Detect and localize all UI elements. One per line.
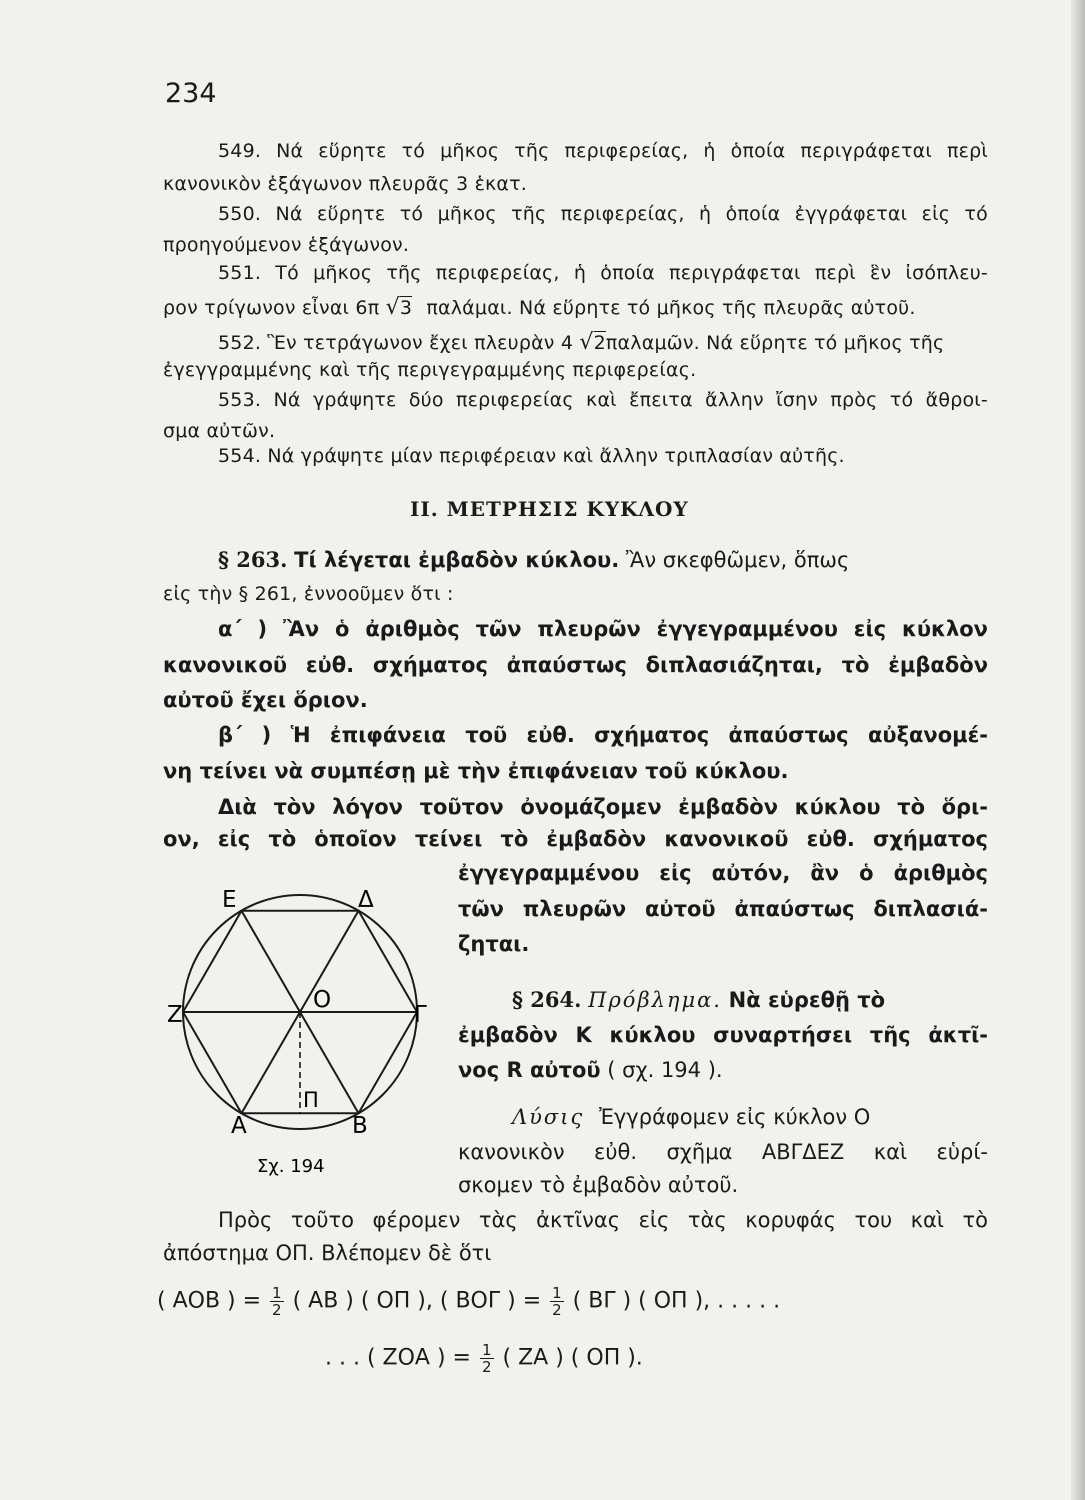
sqrt-radicand: 2 <box>593 332 606 354</box>
section-264-line3 <box>458 1058 723 1082</box>
formula1-mid: ( ΑΒ ) ( ΟΠ ), ( ΒΟΓ ) = <box>292 1288 542 1314</box>
section-heading: ΙΙ. ΜΕΤΡΗΣΙΣ ΚΥΚΛΟΥ <box>410 497 689 521</box>
label-E: Ε <box>222 887 237 913</box>
exercise-551-line1: 551. Τό μῆκος τῆς περιφερείας, ἡ ὁποία περιγράφεται περὶ ἓν ἰσόπλευ- <box>218 262 988 284</box>
solution-text1: Ἐγγράφομεν εἰς κύκλον Ο <box>598 1105 871 1129</box>
label-Z: Ζ <box>167 1002 183 1028</box>
fraction-one-half: $\frac{1}{2}$ <box>481 1341 492 1376</box>
solution-line5: ἀπόστημα ΟΠ. Βλέπομεν δὲ ὅτι <box>163 1241 492 1265</box>
formula-line1 <box>157 1285 780 1318</box>
label-D: Δ <box>358 887 374 913</box>
definition-line5: ζηται. <box>458 932 530 956</box>
section-264-label: § 264. <box>512 987 582 1012</box>
label-B: Β <box>352 1113 368 1139</box>
exercise-551-text-a: ρον τρίγωνον εἶναι 6π <box>163 297 380 319</box>
formula2-lhs: . . . ( ΖΟΑ ) = <box>325 1345 471 1371</box>
exercise-550-line1: 550. Νά εὕρητε τό μῆκος τῆς περιφερείας, ἡ ὁποία ἐγγράφεται εἰς τό <box>218 203 988 225</box>
solution-line1 <box>512 1105 870 1129</box>
formula-line2 <box>325 1342 643 1375</box>
section-263-line2: εἰς τὴν § 261, ἐννοοῦμεν ὅτι : <box>163 583 454 605</box>
section-264-line1 <box>512 987 885 1012</box>
exercise-551-text-b: παλάμαι. Νά εὕρητε τό μῆκος τῆς πλευρᾶς αὐτοῦ. <box>426 297 916 319</box>
label-O: Ο <box>313 987 332 1013</box>
exercise-552-text-a: 552. Ἓν τετράγωνον ἔχει πλευρὰν 4 <box>218 332 574 354</box>
exercise-549-line2: κανονικὸν ἑξάγωνον πλευρᾶς 3 ἑκατ. <box>163 173 528 195</box>
exercise-554: 554. Νά γράψητε μίαν περιφέρειαν καὶ ἄλλην τριπλασίαν αὐτῆς. <box>218 445 845 467</box>
solution-line2: κανονικὸν εὐθ. σχῆμα ΑΒΓΔΕΖ καὶ εὑρί- <box>458 1140 988 1164</box>
exercise-552-line1 <box>218 330 944 355</box>
definition-line4: τῶν πλευρῶν αὐτοῦ ἀπαύστως διπλασιά- <box>458 897 988 921</box>
alpha-line2: κανονικοῦ εὐθ. σχήματος ἀπαύστως διπλασιάζηται, τὸ ἐμβαδὸν <box>163 653 988 677</box>
sqrt-radicand: 3 <box>399 297 413 319</box>
exercise-552-line2: ἐγεγγραμμένης καὶ τῆς περιγεγραμμένης περιφερείας. <box>163 359 697 381</box>
section-264-text: Νὰ εὑρεθῇ τὸ <box>728 988 886 1012</box>
sqrt-sign: √ <box>579 330 594 355</box>
section-264-text3: νος R αὐτοῦ <box>458 1058 601 1082</box>
label-G: Γ <box>414 1002 427 1028</box>
sqrt-sign: √ <box>385 295 400 320</box>
page-edge <box>1071 0 1085 1500</box>
section-263-line1 <box>218 547 849 572</box>
section-264-line2: ἐμβαδὸν Κ κύκλου συναρτήσει τῆς ἀκτῖ- <box>458 1023 988 1047</box>
definition-line3: ἐγγεγραμμένου εἰς αὐτόν, ἂν ὁ ἀριθμὸς <box>458 861 988 885</box>
figure-194 <box>160 885 440 1185</box>
solution-line4: Πρὸς τοῦτο φέρομεν τὰς ἀκτῖνας εἰς τὰς κορυφάς του καὶ τὸ <box>218 1208 988 1232</box>
section-264-title: Πρόβλημα. <box>588 988 722 1012</box>
beta-line1: β΄ ) Ἡ ἐπιφάνεια τοῦ εὐθ. σχήματος ἀπαύστως αὐξανομέ- <box>218 723 988 747</box>
alpha-line3: αὐτοῦ ἔχει ὅριον. <box>163 688 368 712</box>
page-number: 234 <box>165 78 217 109</box>
exercise-551-line2 <box>163 295 916 320</box>
alpha-line1: α΄ ) Ἂν ὁ ἀριθμὸς τῶν πλευρῶν ἐγγεγραμμένου εἰς κύκλον <box>218 617 988 641</box>
definition-line2: ον, εἰς τὸ ὁποῖον τείνει τὸ ἐμβαδὸν κανονικοῦ εὐθ. σχήματος <box>163 827 988 851</box>
exercise-553-line1: 553. Νά γράψητε δύο περιφερείας καὶ ἔπειτα ἄλλην ἴσην πρὸς τό ἄθροι- <box>218 389 988 411</box>
formula1-rhs: ( ΒΓ ) ( ΟΠ ), . . . . . <box>572 1288 781 1314</box>
section-263-label: § 263. <box>218 547 288 572</box>
section-263-text: Ἂν σκεφθῶμεν, ὅπως <box>625 548 850 572</box>
exercise-553-line2: σμα αὐτῶν. <box>163 420 276 442</box>
fraction-one-half: $\frac{1}{2}$ <box>272 1284 282 1319</box>
exercise-552-text-b: παλαμῶν. Νά εὕρητε τό μῆκος τῆς <box>605 332 945 354</box>
figure-reference: ( σχ. 194 ). <box>607 1058 723 1082</box>
definition-line1: Διὰ τὸν λόγον τοῦτον ὀνομάζομεν ἐμβαδὸν κύκλου τὸ ὅρι- <box>218 795 988 819</box>
solution-line3: σκομεν τὸ ἐμβαδὸν αὐτοῦ. <box>458 1173 739 1197</box>
label-A: Α <box>231 1113 247 1139</box>
beta-line2: νη τείνει νὰ συμπέσῃ μὲ τὴν ἐπιφάνειαν τοῦ κύκλου. <box>163 759 789 783</box>
label-P: Π <box>303 1088 319 1112</box>
formula1-lhs: ( ΑΟΒ ) = <box>157 1288 262 1314</box>
exercise-550-line2: προηγούμενον ἑξάγωνον. <box>163 234 410 256</box>
figure-caption: Σχ. 194 <box>257 1156 325 1177</box>
exercise-549-line1: 549. Νά εὕρητε τό μῆκος τῆς περιφερείας, ἡ ὁποία περιγράφεται περὶ <box>218 140 988 162</box>
fraction-one-half: $\frac{1}{2}$ <box>552 1284 562 1319</box>
formula2-rhs: ( ΖΑ ) ( ΟΠ ). <box>502 1345 643 1371</box>
solution-label: Λύσις <box>512 1105 585 1129</box>
section-263-title: Τί λέγεται ἐμβαδὸν κύκλου. <box>294 548 620 572</box>
